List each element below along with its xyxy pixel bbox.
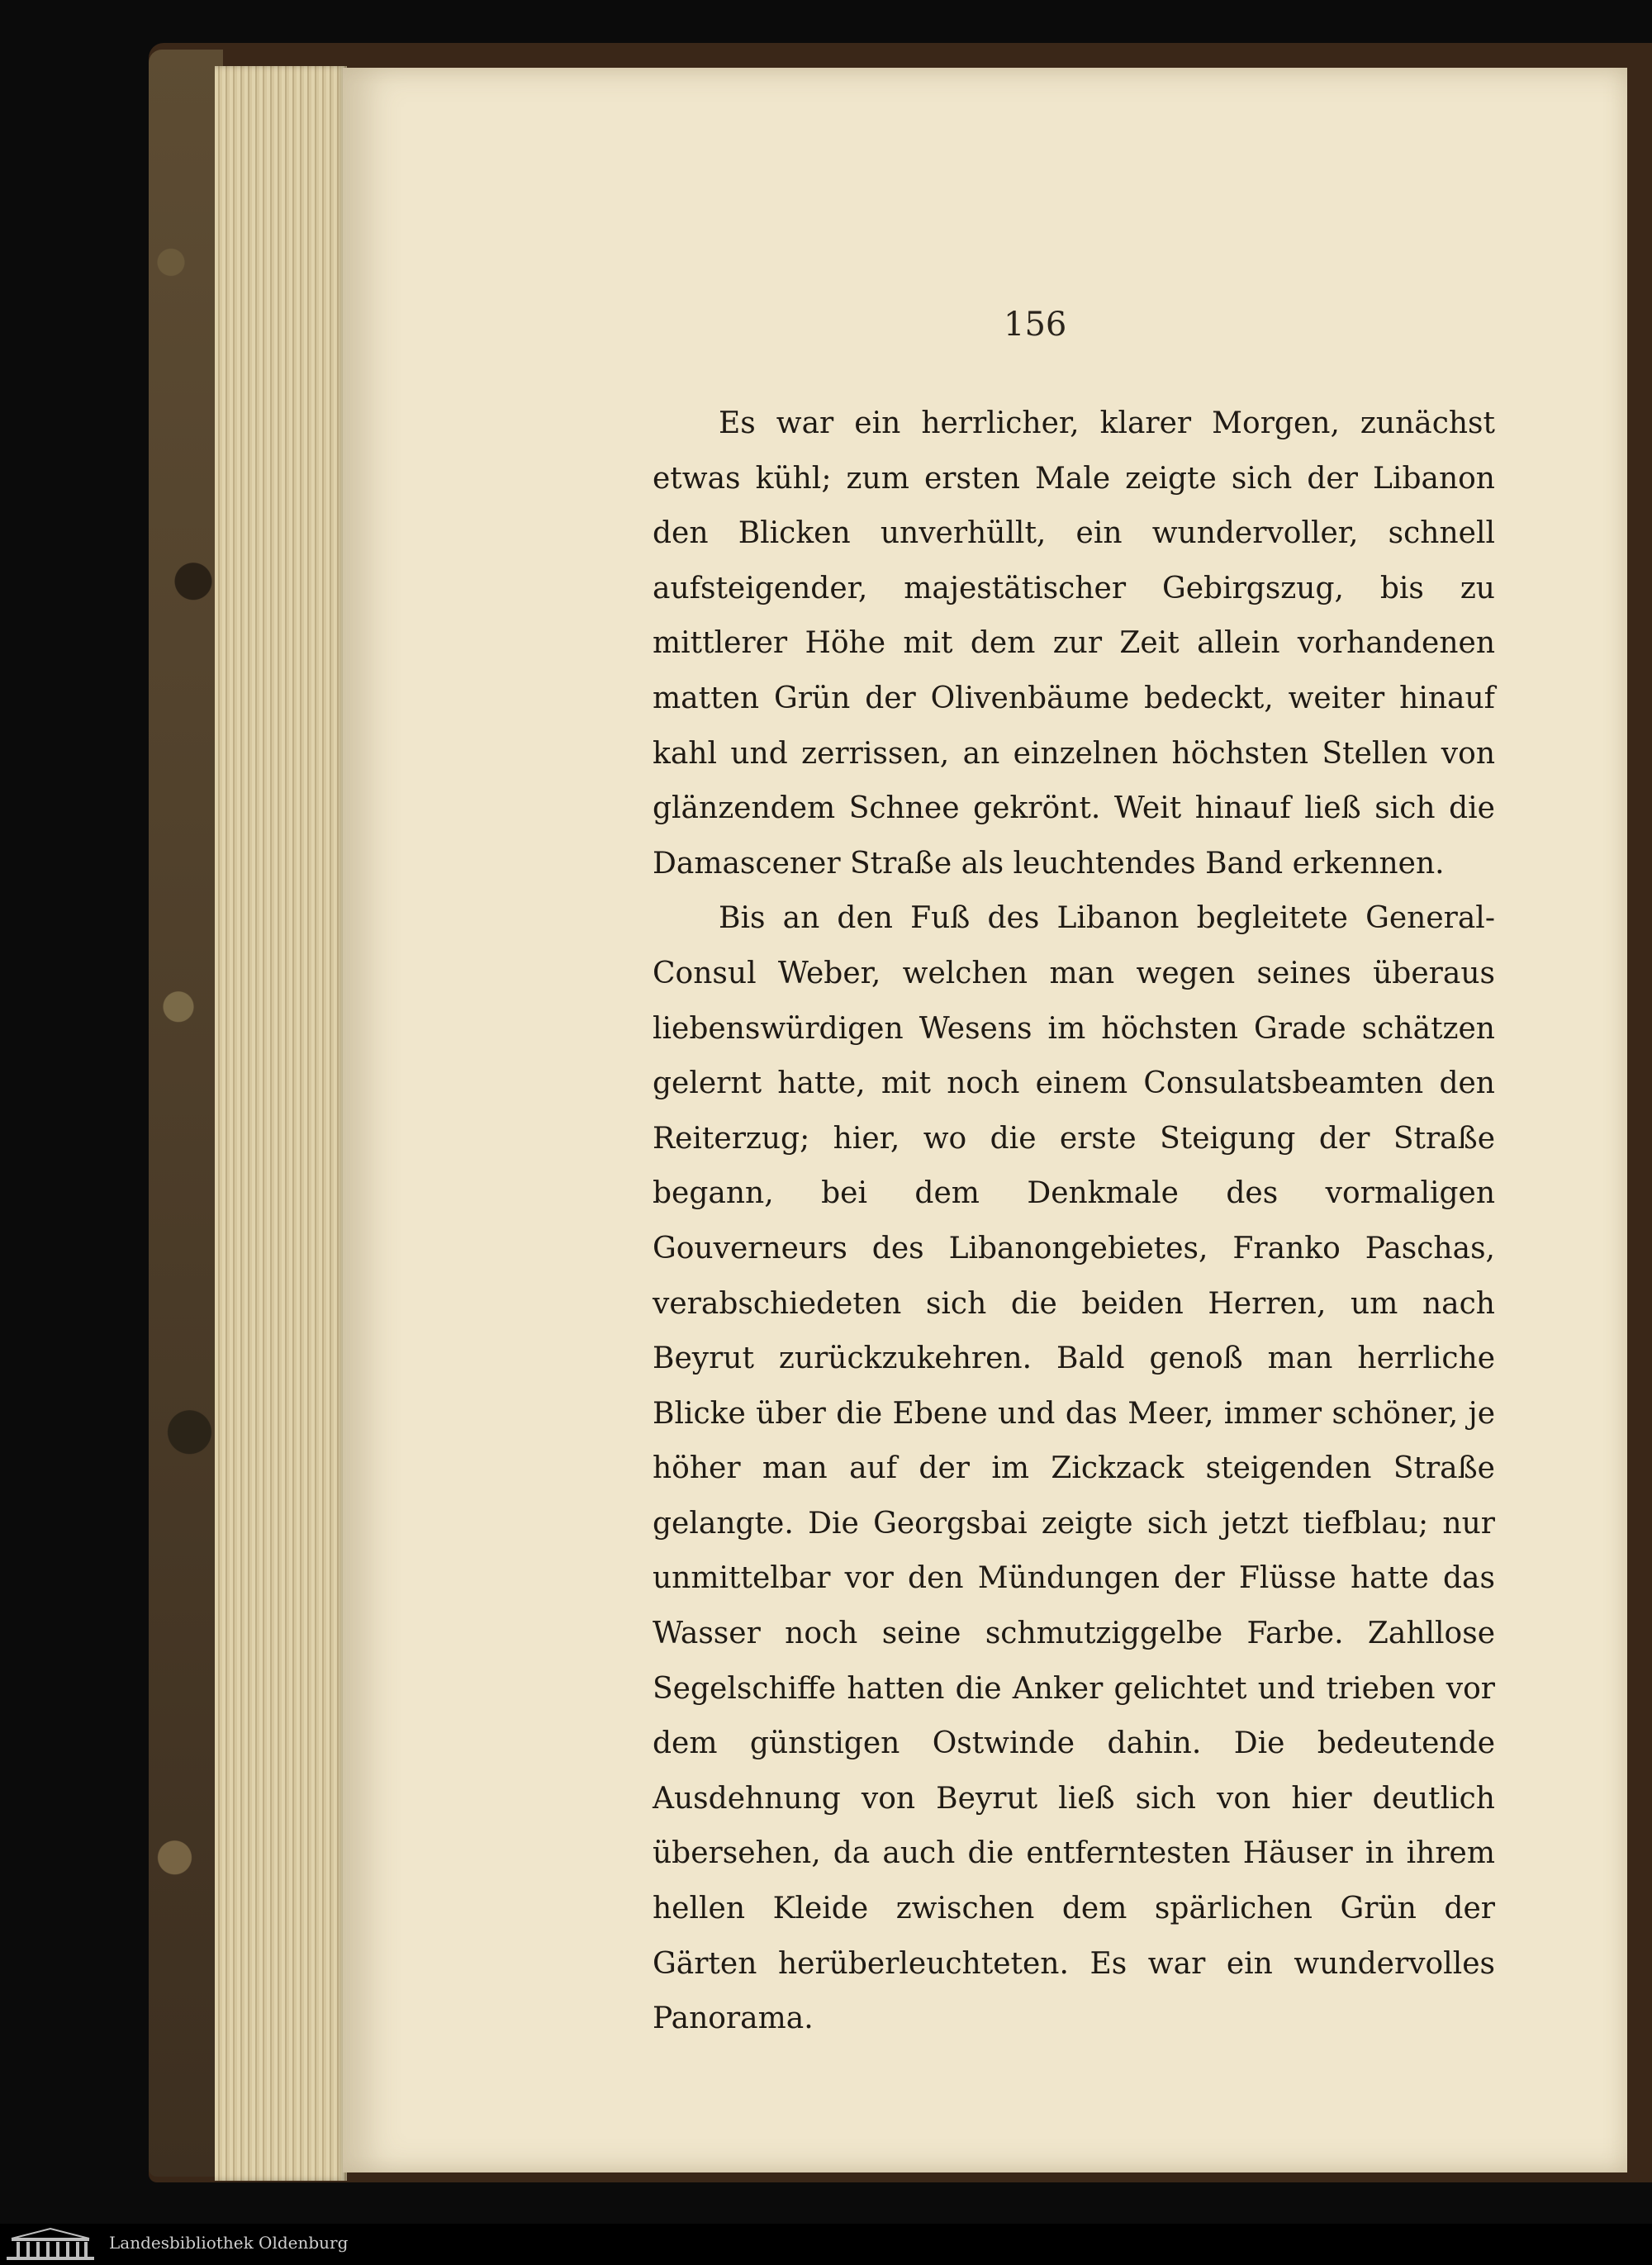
page-body-text [653,396,1495,2047]
page-stack-edges [215,66,347,2181]
footer-institution-name: Landesbibliothek Oldenburg [109,2233,349,2253]
paragraph-2: Bis an den Fuß des Libanon begleitete General-Consul Weber, welchen man wegen seines überaus liebenswürdigen Wesens im höchsten Grade schätzen gelernt hatte, mit noch einem Consulatsbeamten den Reiterzug; hier, wo die erste Steigung der Straße begann, bei dem Denkmale des vormaligen Gouverneurs des Libanongebietes, Franko Paschas, verabschiedeten sich die beiden Herren, um nach Beyrut zurückzukehren. Bald genoß man herrliche Blicke über die Ebene und das Meer, immer schöner, je höher man auf der im Zickzack steigenden Straße gelangte. Die Georgsbai zeigte sich jetzt tiefblau; nur unmittelbar vor den Mündungen der Flüsse hatte das Wasser noch seine schmutziggelbe Farbe. Zahllose Segelschiffe hatten die Anker gelichtet und trieben vor dem günstigen Ostwinde dahin. Die bedeutende Ausdehnung von Beyrut ließ sich von hier deutlich übersehen, da auch die entferntesten Häuser in ihrem hellen Kleide zwischen dem spärlichen Grün der Gärten herüberleuchteten. Es war ein wundervolles Panorama. [653,901,1495,2036]
page-number: 156 [1004,306,1067,344]
paragraph-1: Es war ein herrlicher, klarer Morgen, zunächst etwas kühl; zum ersten Male zeigte sich der Libanon den Blicken unverhüllt, ein wundervoller, schnell aufsteigender, majestätischer Gebirgszug, bis zu mittlerer Höhe mit dem zur Zeit allein vorhandenen matten Grün der Olivenbäume bedeckt, weiter hinauf kahl und zerrissen, an einzelnen höchsten Stellen von glänzendem Schnee gekrönt. Weit hinauf ließ sich die Damascener Straße als leuchtendes Band erkennen. [653,406,1495,881]
library-building-icon [5,2227,96,2262]
marbled-cover-edge [149,50,223,2177]
